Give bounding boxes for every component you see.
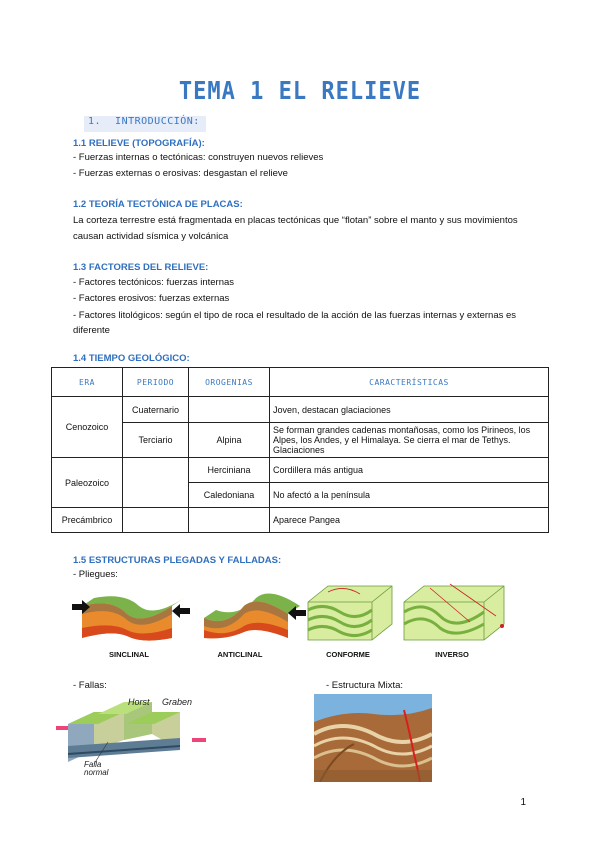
factores-line-2: - Factores erosivos: fuerzas externas [73,293,230,304]
estructura-mixta-label: - Estructura Mixta: [326,680,404,691]
inverso-diagram [400,582,512,644]
periodo-empty [123,458,189,508]
periodo-terciario: Terciario [123,423,189,458]
fallas-diagram [54,694,214,776]
pliegues-label: - Pliegues: [73,569,118,580]
caracteristica-cuaternario: Joven, destacan glaciaciones [270,397,549,423]
falla-label: Falla [84,760,102,769]
relieve-line-1: - Fuerzas internas o tectónicas: construyen nuevos relieves [73,152,324,163]
header-periodo: PERIODO [123,368,189,397]
intro-label: INTRODUCCIÓN: [115,116,200,127]
placas-text: La corteza terrestre está fragmentada en placas tectónicas que “flotan” sobre el manto y sus movimientos causan actividad sísmica y volcánica [73,215,518,242]
periodo-cuaternario: Cuaternario [123,397,189,423]
caption-sinclinal: SINCLINAL [109,650,149,659]
page-title: TEMA 1 EL RELIEVE [178,77,422,106]
intro-number: 1. [88,116,102,127]
section-relieve-heading: 1.1 RELIEVE (TOPOGRAFÍA): [73,138,205,149]
orogenia-caledoniana: Caledoniana [189,483,270,508]
anticlinal-diagram [196,588,306,644]
factores-line-1: - Factores tectónicos: fuerzas internas [73,277,235,288]
orogenia-alpina: Alpina [189,423,270,458]
section-placas-heading: 1.2 TEORÍA TECTÓNICA DE PLACAS: [73,199,243,210]
header-caracteristicas: CARACTERÍSTICAS [270,368,549,397]
caracteristica-precambrico: Aparece Pangea [270,508,549,533]
caracteristica-caledoniana: No afectó a la península [270,483,549,508]
orogenia-herciniana: Herciniana [189,458,270,483]
caption-inverso: INVERSO [435,650,469,659]
era-precambrico: Precámbrico [52,508,123,533]
caption-anticlinal: ANTICLINAL [217,650,263,659]
page-number: 1 [520,797,526,808]
header-era: ERA [52,368,123,397]
periodo-empty [123,508,189,533]
caracteristica-terciario: Se forman grandes cadenas montañosas, como los Pirineos, los Alpes, los Andes, y el Himalaya. Se cierra el mar de Tethys. Glaciaciones [270,423,549,458]
estructura-mixta-photo [314,694,432,782]
section-tiempo-heading: 1.4 TIEMPO GEOLÓGICO: [73,353,190,364]
orogenia-empty [189,508,270,533]
era-cenozoico: Cenozoico [52,397,123,458]
section-factores-heading: 1.3 FACTORES DEL RELIEVE: [73,262,209,273]
header-orogenias: OROGENIAS [189,368,270,397]
intro-heading [84,116,206,132]
caracteristica-herciniana: Cordillera más antigua [270,458,549,483]
fallas-label: - Fallas: [73,680,107,691]
caption-conforme: CONFORME [326,650,370,659]
normal-label: normal [84,768,109,776]
graben-label: Graben [162,697,193,707]
section-estructuras-heading: 1.5 ESTRUCTURAS PLEGADAS Y FALLADAS: [73,555,282,566]
era-paleozoico: Paleozoico [52,458,123,508]
geologic-time-table [51,367,549,533]
conforme-diagram [304,582,396,644]
relieve-line-2: - Fuerzas externas o erosivas: desgastan el relieve [73,168,288,179]
horst-label: Horst [128,697,150,707]
orogenia-empty [189,397,270,423]
factores-line-3: - Factores litológicos: según el tipo de roca el resultado de la acción de las fuerzas internas y externas es diferente [73,310,517,336]
sinclinal-diagram [72,588,190,644]
